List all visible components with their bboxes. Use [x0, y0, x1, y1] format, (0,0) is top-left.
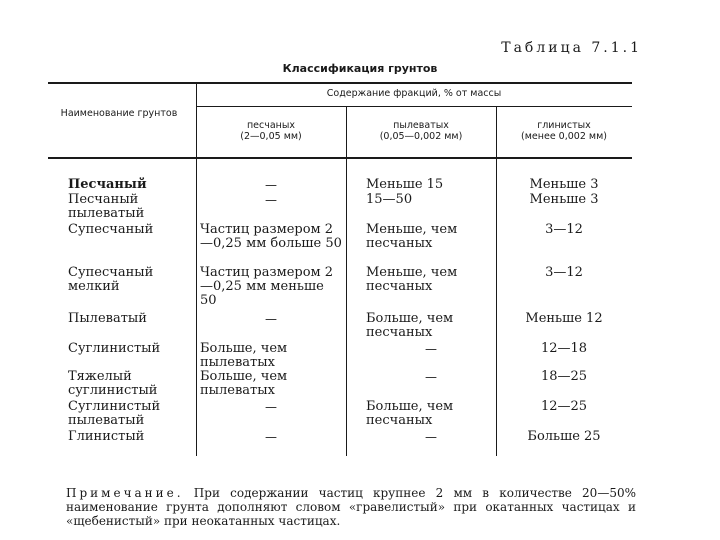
row-dust: Больше, чем песчаных	[366, 399, 454, 428]
row-clay: Больше 25	[527, 429, 601, 444]
row-name: Песчаный	[68, 177, 147, 192]
row-clay: 3—12	[545, 222, 583, 237]
header-clay-label: глинистых	[537, 120, 591, 131]
header-sand	[196, 120, 346, 142]
table-number: Таблица 7.1.1	[501, 40, 642, 56]
header-group-rule	[196, 106, 632, 107]
row-sand: Частиц размером 2—0,25 мм больше 50	[200, 222, 342, 251]
row-name: Супесчаный	[68, 222, 154, 237]
header-name: Наименование грунтов	[60, 108, 178, 119]
row-dust: —	[425, 370, 437, 384]
note-label: Примечание.	[66, 486, 184, 500]
row-clay: 18—25	[540, 369, 588, 384]
row-name: Супесчаный мелкий	[68, 265, 154, 294]
row-sand: —	[265, 430, 277, 444]
row-dust: —	[425, 342, 437, 356]
header-bottom-rule	[48, 157, 632, 159]
row-clay: 12—18	[540, 341, 588, 356]
row-sand: —	[265, 312, 277, 326]
row-sand: Больше, чем пылеватых	[200, 369, 288, 398]
header-clay	[496, 120, 632, 142]
header-clay-range: (менее 0,002 мм)	[521, 131, 607, 142]
row-clay: Меньше 12	[525, 311, 603, 326]
note-text: При содержании частиц крупнее 2 мм в количестве 20—50% наименование грунта дополняют словом «гравелистый» при окатанных частицах и «щебенистый» при неокатанных частицах.	[66, 486, 636, 528]
row-name: Суглинистый	[68, 341, 161, 356]
row-name: Тяжелый суглинистый	[68, 369, 158, 398]
row-clay: 12—25	[540, 399, 588, 414]
row-dust: Меньше, чем песчаных	[366, 222, 458, 251]
column-divider-2	[346, 106, 347, 456]
row-dust: Меньше 15	[366, 177, 444, 192]
row-clay: 3—12	[545, 265, 583, 280]
row-sand: Больше, чем пылеватых	[200, 341, 288, 370]
row-name: Пылеватый	[68, 311, 147, 326]
row-dust: Больше, чем песчаных	[366, 311, 454, 340]
table-title: Классификация грунтов	[282, 62, 438, 75]
row-sand: —	[265, 193, 277, 207]
column-divider-3	[496, 106, 497, 456]
row-name: Песчаный пылеватый	[68, 192, 145, 221]
header-dust-range: (0,05—0,002 мм)	[379, 131, 463, 142]
row-clay: Меньше 3	[529, 177, 599, 192]
row-sand: —	[265, 178, 277, 192]
header-sand-range: (2—0,05 мм)	[240, 131, 302, 142]
row-dust: Меньше, чем песчаных	[366, 265, 458, 294]
row-sand: Частиц размером 2—0,25 мм меньше 50	[200, 265, 334, 308]
row-name: Суглинистый пылеватый	[68, 399, 161, 428]
row-name: Глинистый	[68, 429, 145, 444]
table-note	[66, 486, 636, 528]
row-sand: —	[265, 400, 277, 414]
row-clay: Меньше 3	[529, 192, 599, 207]
row-dust: —	[425, 430, 437, 444]
header-sand-label: песчаных	[246, 120, 296, 131]
table-top-rule	[48, 82, 632, 84]
header-content: Содержание фракций, % от массы	[326, 88, 502, 99]
header-dust	[346, 120, 496, 142]
row-dust: 15—50	[366, 192, 413, 207]
header-dust-label: пылеватых	[393, 120, 449, 131]
